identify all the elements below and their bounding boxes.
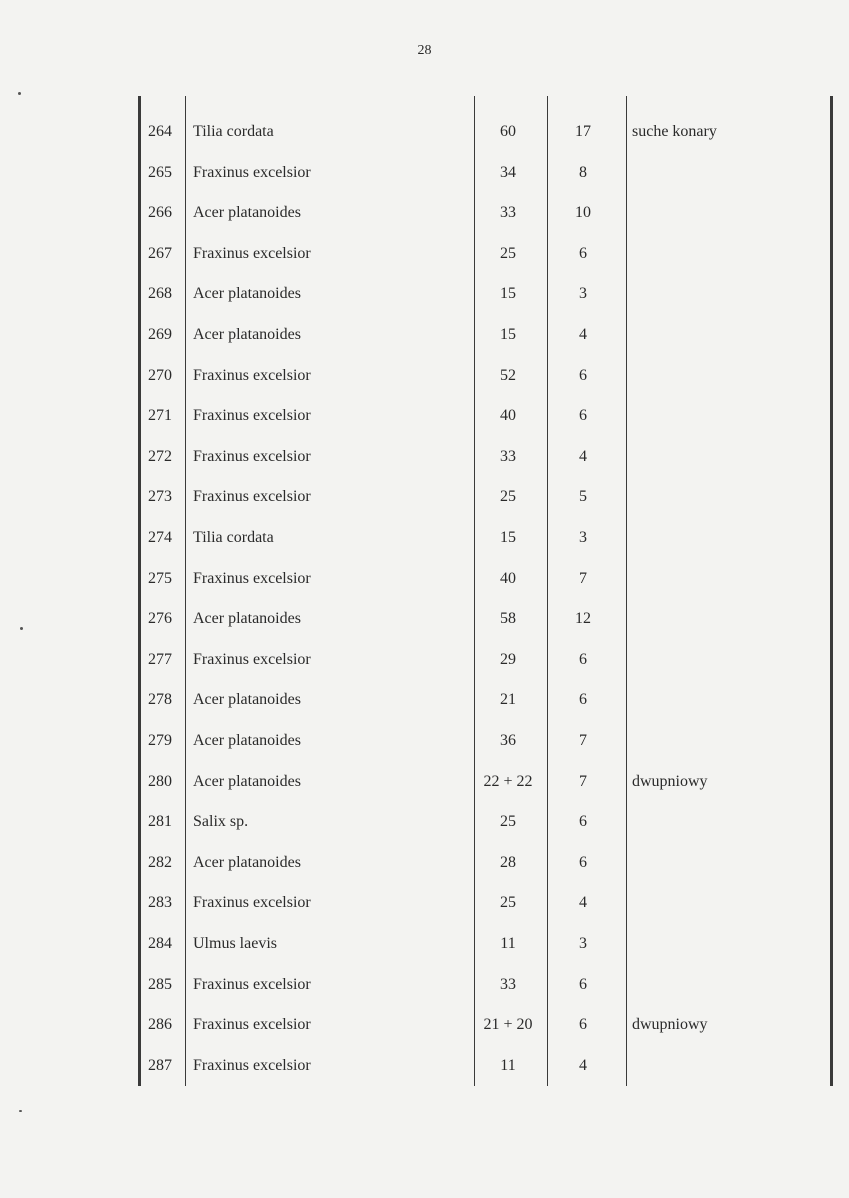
table-row xyxy=(138,764,834,804)
trunk-diameter: 11 xyxy=(500,935,516,952)
tree-number: 283 xyxy=(148,894,172,912)
tree-number: 266 xyxy=(148,204,172,222)
tree-height: 4 xyxy=(579,894,587,912)
page-number: 28 xyxy=(417,43,432,58)
table-row xyxy=(138,358,834,398)
tree-number: 279 xyxy=(148,732,172,749)
tree-number: 277 xyxy=(148,650,172,668)
species-name: Fraxinus excelsior xyxy=(193,975,311,993)
trunk-diameter: 40 xyxy=(500,407,516,425)
species-name: Fraxinus excelsior xyxy=(193,1056,311,1074)
table-row xyxy=(138,398,834,438)
trunk-diameter: 58 xyxy=(500,610,516,628)
table-row xyxy=(138,561,834,601)
trunk-diameter: 40 xyxy=(500,569,516,587)
tree-height: 4 xyxy=(579,447,587,465)
scan-speck xyxy=(18,92,21,95)
trunk-diameter: 33 xyxy=(500,204,516,222)
tree-number: 274 xyxy=(148,529,172,546)
tree-number: 278 xyxy=(148,691,172,709)
tree-height: 6 xyxy=(579,691,587,709)
tree-number: 265 xyxy=(148,163,172,181)
scan-speck xyxy=(19,1110,22,1112)
trunk-diameter: 36 xyxy=(500,732,516,749)
species-name: Acer platanoides xyxy=(193,204,301,222)
table-row xyxy=(138,723,834,763)
species-name: Tilia cordata xyxy=(193,123,274,140)
species-name: Acer platanoides xyxy=(193,691,301,709)
tree-number: 273 xyxy=(148,488,172,506)
trunk-diameter: 21 + 20 xyxy=(483,1016,533,1034)
tree-number: 275 xyxy=(148,569,172,587)
tree-number: 284 xyxy=(148,935,172,952)
table-row xyxy=(138,601,834,641)
tree-note: dwupniowy xyxy=(632,772,708,790)
tree-height: 7 xyxy=(579,732,587,749)
tree-height: 6 xyxy=(579,813,587,831)
tree-number: 287 xyxy=(148,1056,172,1074)
species-name: Fraxinus excelsior xyxy=(193,163,311,181)
trunk-diameter: 22 + 22 xyxy=(483,772,533,790)
tree-height: 10 xyxy=(575,204,591,222)
table-row xyxy=(138,114,834,154)
tree-inventory-table xyxy=(138,96,834,1086)
tree-number: 269 xyxy=(148,326,172,343)
tree-height: 7 xyxy=(579,569,587,587)
tree-number: 272 xyxy=(148,447,172,465)
trunk-diameter: 15 xyxy=(500,529,516,546)
table-row xyxy=(138,967,834,1007)
trunk-diameter: 21 xyxy=(500,691,516,709)
trunk-diameter: 60 xyxy=(500,123,516,140)
table-row xyxy=(138,155,834,195)
tree-height: 3 xyxy=(579,285,587,303)
species-name: Acer platanoides xyxy=(193,772,301,790)
tree-number: 285 xyxy=(148,975,172,993)
tree-height: 12 xyxy=(575,610,591,628)
table-row xyxy=(138,317,834,357)
tree-note: suche konary xyxy=(632,123,717,140)
tree-height: 6 xyxy=(579,650,587,668)
tree-height: 4 xyxy=(579,326,587,343)
tree-height: 6 xyxy=(579,407,587,425)
trunk-diameter: 25 xyxy=(500,244,516,262)
tree-number: 280 xyxy=(148,772,172,790)
tree-number: 286 xyxy=(148,1016,172,1034)
tree-height: 4 xyxy=(579,1056,587,1074)
tree-number: 264 xyxy=(148,123,172,140)
table-row xyxy=(138,439,834,479)
tree-number: 282 xyxy=(148,853,172,871)
tree-height: 6 xyxy=(579,244,587,262)
species-name: Fraxinus excelsior xyxy=(193,650,311,668)
trunk-diameter: 15 xyxy=(500,285,516,303)
tree-number: 276 xyxy=(148,610,172,628)
tree-height: 6 xyxy=(579,853,587,871)
species-name: Fraxinus excelsior xyxy=(193,569,311,587)
species-name: Fraxinus excelsior xyxy=(193,407,311,425)
trunk-diameter: 33 xyxy=(500,975,516,993)
tree-height: 7 xyxy=(579,772,587,790)
trunk-diameter: 34 xyxy=(500,163,516,181)
species-name: Acer platanoides xyxy=(193,853,301,871)
trunk-diameter: 15 xyxy=(500,326,516,343)
tree-height: 3 xyxy=(579,935,587,952)
trunk-diameter: 11 xyxy=(500,1056,516,1074)
tree-number: 267 xyxy=(148,244,172,262)
tree-height: 6 xyxy=(579,366,587,384)
species-name: Fraxinus excelsior xyxy=(193,447,311,465)
trunk-diameter: 28 xyxy=(500,853,516,871)
tree-height: 17 xyxy=(575,123,591,140)
species-name: Fraxinus excelsior xyxy=(193,488,311,506)
species-name: Fraxinus excelsior xyxy=(193,1016,311,1034)
trunk-diameter: 52 xyxy=(500,366,516,384)
tree-height: 8 xyxy=(579,163,587,181)
tree-number: 268 xyxy=(148,285,172,303)
table-row xyxy=(138,926,834,966)
tree-number: 281 xyxy=(148,813,172,831)
species-name: Salix sp. xyxy=(193,813,249,831)
species-name: Acer platanoides xyxy=(193,610,301,628)
trunk-diameter: 29 xyxy=(500,650,516,668)
species-name: Acer platanoides xyxy=(193,285,301,303)
species-name: Ulmus laevis xyxy=(193,935,277,952)
scan-speck xyxy=(20,627,23,630)
table-row xyxy=(138,642,834,682)
table-row xyxy=(138,236,834,276)
species-name: Fraxinus excelsior xyxy=(193,244,311,262)
trunk-diameter: 25 xyxy=(500,894,516,912)
table-row xyxy=(138,804,834,844)
table-row xyxy=(138,845,834,885)
table-row xyxy=(138,520,834,560)
tree-height: 6 xyxy=(579,1016,587,1034)
species-name: Tilia cordata xyxy=(193,529,274,546)
species-name: Fraxinus excelsior xyxy=(193,894,311,912)
table-row xyxy=(138,479,834,519)
trunk-diameter: 25 xyxy=(500,488,516,506)
table-row xyxy=(138,276,834,316)
table-row xyxy=(138,682,834,722)
trunk-diameter: 33 xyxy=(500,447,516,465)
tree-height: 6 xyxy=(579,975,587,993)
tree-note: dwupniowy xyxy=(632,1016,708,1034)
table-row xyxy=(138,1048,834,1088)
table-row xyxy=(138,195,834,235)
tree-height: 5 xyxy=(579,488,587,506)
table-row xyxy=(138,1007,834,1047)
species-name: Acer platanoides xyxy=(193,326,301,343)
species-name: Fraxinus excelsior xyxy=(193,366,311,384)
species-name: Acer platanoides xyxy=(193,732,301,749)
tree-height: 3 xyxy=(579,529,587,546)
trunk-diameter: 25 xyxy=(500,813,516,831)
tree-number: 271 xyxy=(148,407,172,425)
table-row xyxy=(138,885,834,925)
tree-number: 270 xyxy=(148,366,172,384)
